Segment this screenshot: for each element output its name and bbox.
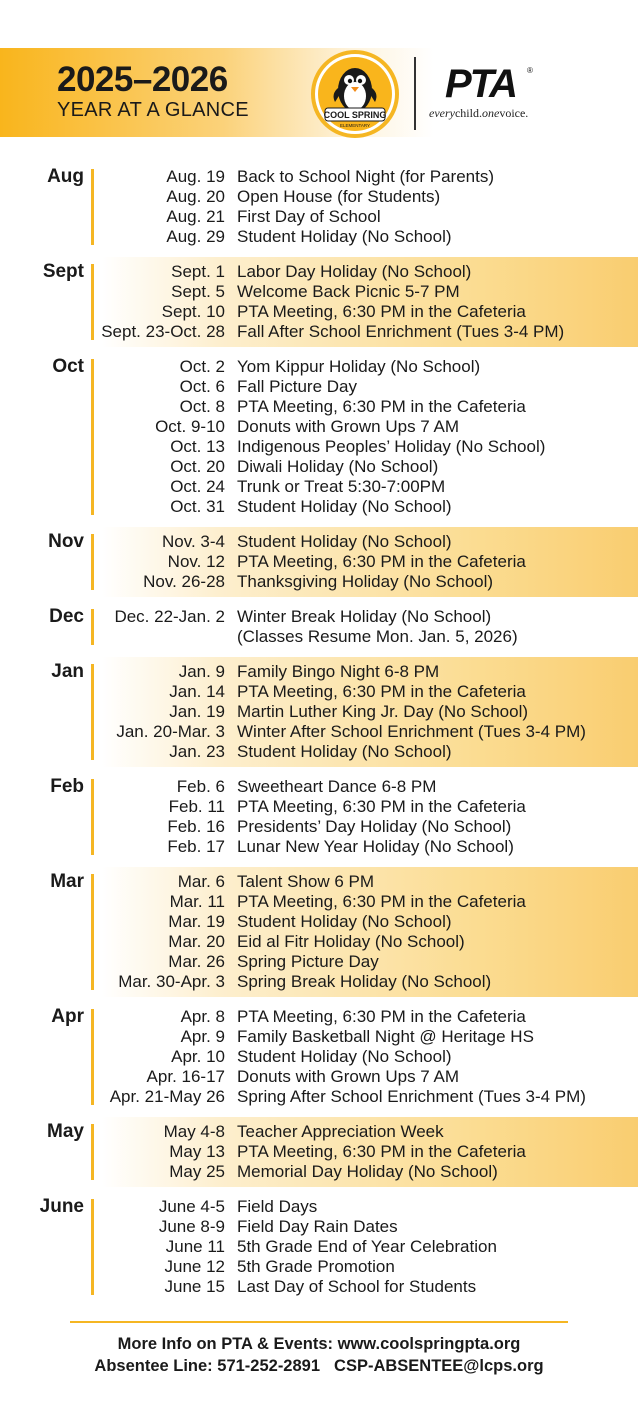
event-row bbox=[0, 1197, 638, 1217]
event-row bbox=[0, 532, 638, 552]
event-description: Last Day of School for Students bbox=[237, 1277, 477, 1296]
event-row bbox=[0, 572, 638, 592]
event-description: Teacher Appreciation Week bbox=[237, 1122, 444, 1141]
event-description: 5th Grade Promotion bbox=[237, 1257, 395, 1276]
event-date: Oct. 31 bbox=[170, 497, 225, 516]
event-description: Student Holiday (No School) bbox=[237, 912, 452, 931]
event-description: PTA Meeting, 6:30 PM in the Cafeteria bbox=[237, 892, 526, 911]
more-info-text: More Info on PTA & Events: www.coolspringpta.org bbox=[117, 1335, 521, 1353]
event-row bbox=[0, 1277, 638, 1297]
event-row bbox=[0, 742, 638, 762]
event-description: Yom Kippur Holiday (No School) bbox=[237, 357, 481, 376]
event-description: Fall Picture Day bbox=[237, 377, 357, 396]
event-date: May 13 bbox=[169, 1142, 225, 1161]
event-date: Aug. 21 bbox=[166, 207, 225, 226]
event-description: Spring Break Holiday (No School) bbox=[237, 972, 492, 991]
event-date: Oct. 13 bbox=[170, 437, 225, 456]
month-label: Dec bbox=[49, 606, 84, 627]
event-description: Family Bingo Night 6-8 PM bbox=[237, 662, 440, 681]
event-row bbox=[0, 912, 638, 932]
event-row bbox=[0, 357, 638, 377]
event-description: Student Holiday (No School) bbox=[237, 497, 452, 516]
month-label: Sept bbox=[42, 261, 84, 282]
month-label: June bbox=[39, 1196, 84, 1217]
event-description: PTA Meeting, 6:30 PM in the Cafeteria bbox=[237, 302, 526, 321]
event-date: Mar. 6 bbox=[177, 872, 225, 891]
event-date: Apr. 10 bbox=[171, 1047, 225, 1066]
event-date: June 15 bbox=[164, 1277, 225, 1296]
event-description: Sweetheart Dance 6-8 PM bbox=[237, 777, 437, 796]
event-date: Sept. 1 bbox=[171, 262, 225, 281]
event-date: Mar. 26 bbox=[168, 952, 225, 971]
event-description: PTA Meeting, 6:30 PM in the Cafeteria bbox=[237, 1142, 526, 1161]
month-label: Oct bbox=[52, 356, 84, 377]
event-row bbox=[0, 477, 638, 497]
event-row bbox=[0, 1257, 638, 1277]
event-row bbox=[0, 207, 638, 227]
absentee-phone: Absentee Line: 571-252-2891 bbox=[94, 1357, 321, 1375]
event-description: Talent Show 6 PM bbox=[237, 872, 375, 891]
event-row bbox=[0, 417, 638, 437]
event-date: Sept. 5 bbox=[171, 282, 225, 301]
school-logo-text: COOL SPRING bbox=[323, 110, 387, 120]
event-row bbox=[0, 302, 638, 322]
event-date: June 11 bbox=[165, 1237, 225, 1256]
event-row bbox=[0, 722, 638, 742]
pta-tagline: everychild.onevoice. bbox=[429, 106, 529, 120]
event-date: Aug. 20 bbox=[166, 187, 225, 206]
event-description: Open House (for Students) bbox=[237, 187, 441, 206]
event-date: May 25 bbox=[169, 1162, 225, 1181]
event-description: 5th Grade End of Year Celebration bbox=[237, 1237, 497, 1256]
event-description: Presidents’ Day Holiday (No School) bbox=[237, 817, 512, 836]
event-row bbox=[0, 377, 638, 397]
event-description: Winter Break Holiday (No School) bbox=[237, 607, 492, 626]
event-date: Oct. 24 bbox=[170, 477, 225, 496]
event-description: Martin Luther King Jr. Day (No School) bbox=[237, 702, 529, 721]
event-description: PTA Meeting, 6:30 PM in the Cafeteria bbox=[237, 797, 526, 816]
event-date: Sept. 10 bbox=[161, 302, 225, 321]
absentee-text bbox=[0, 1357, 638, 1376]
event-description: Student Holiday (No School) bbox=[237, 742, 452, 761]
month-label: Nov bbox=[48, 531, 84, 552]
event-description: Indigenous Peoples’ Holiday (No School) bbox=[237, 437, 546, 456]
event-date: Nov. 12 bbox=[167, 552, 225, 571]
event-date: Mar. 11 bbox=[169, 892, 225, 911]
month-label: Apr bbox=[51, 1006, 84, 1027]
event-description: Thanksgiving Holiday (No School) bbox=[237, 572, 494, 591]
event-row bbox=[0, 167, 638, 187]
event-description: Donuts with Grown Ups 7 AM bbox=[237, 417, 460, 436]
event-row bbox=[0, 682, 638, 702]
event-description: Back to School Night (for Parents) bbox=[237, 167, 495, 186]
event-row bbox=[0, 627, 638, 647]
event-date: Jan. 19 bbox=[169, 702, 225, 721]
event-date: Apr. 9 bbox=[180, 1027, 225, 1046]
event-date: June 12 bbox=[164, 1257, 225, 1276]
event-description: PTA Meeting, 6:30 PM in the Cafeteria bbox=[237, 682, 526, 701]
event-description: PTA Meeting, 6:30 PM in the Cafeteria bbox=[237, 397, 526, 416]
absentee-email: CSP-ABSENTEE@lcps.org bbox=[334, 1357, 544, 1375]
event-description: Family Basketball Night @ Heritage HS bbox=[237, 1027, 534, 1046]
event-row bbox=[0, 892, 638, 912]
event-description: Winter After School Enrichment (Tues 3-4 PM) bbox=[237, 722, 586, 741]
event-date: Aug. 19 bbox=[166, 167, 225, 186]
event-row bbox=[0, 702, 638, 722]
event-date: Feb. 17 bbox=[167, 837, 225, 856]
event-row bbox=[0, 972, 638, 992]
event-description: Spring After School Enrichment (Tues 3-4 PM) bbox=[237, 1087, 586, 1106]
event-row bbox=[0, 837, 638, 857]
event-row bbox=[0, 227, 638, 247]
pta-logo: PTA bbox=[445, 62, 517, 106]
event-date: June 8-9 bbox=[158, 1217, 225, 1236]
event-date: Apr. 21-May 26 bbox=[109, 1087, 225, 1106]
event-date: Mar. 19 bbox=[168, 912, 225, 931]
event-description: Donuts with Grown Ups 7 AM bbox=[237, 1067, 460, 1086]
event-row bbox=[0, 1142, 638, 1162]
event-row bbox=[0, 952, 638, 972]
event-date: Jan. 20-Mar. 3 bbox=[116, 722, 225, 741]
event-row bbox=[0, 1237, 638, 1257]
event-row bbox=[0, 1067, 638, 1087]
event-description: Field Day Rain Dates bbox=[237, 1217, 398, 1236]
event-row bbox=[0, 662, 638, 682]
event-description: Welcome Back Picnic 5-7 PM bbox=[237, 282, 460, 301]
event-description: Eid al Fitr Holiday (No School) bbox=[237, 932, 465, 951]
event-date: Oct. 9-10 bbox=[155, 417, 225, 436]
event-description: Trunk or Treat 5:30-7:00PM bbox=[237, 477, 446, 496]
event-date: Dec. 22-Jan. 2 bbox=[114, 607, 225, 626]
event-description: Lunar New Year Holiday (No School) bbox=[237, 837, 514, 856]
event-date: Jan. 9 bbox=[178, 662, 225, 681]
event-description: Labor Day Holiday (No School) bbox=[237, 262, 472, 281]
event-row bbox=[0, 262, 638, 282]
event-description: Spring Picture Day bbox=[237, 952, 379, 971]
event-row bbox=[0, 797, 638, 817]
event-row bbox=[0, 457, 638, 477]
event-date: Jan. 14 bbox=[169, 682, 225, 701]
event-date: Feb. 11 bbox=[168, 797, 225, 816]
month-label: Mar bbox=[50, 871, 84, 892]
event-date: Oct. 8 bbox=[179, 397, 225, 416]
event-row bbox=[0, 437, 638, 457]
month-label: Jan bbox=[51, 661, 84, 682]
event-date: Oct. 2 bbox=[179, 357, 225, 376]
event-description: Memorial Day Holiday (No School) bbox=[237, 1162, 498, 1181]
event-row bbox=[0, 817, 638, 837]
page-subtitle: YEAR AT A GLANCE bbox=[57, 99, 249, 121]
event-date: Apr. 16-17 bbox=[146, 1067, 225, 1086]
event-row bbox=[0, 607, 638, 627]
event-row bbox=[0, 282, 638, 302]
event-description: Student Holiday (No School) bbox=[237, 227, 452, 246]
event-row bbox=[0, 1027, 638, 1047]
event-date: Sept. 23-Oct. 28 bbox=[101, 322, 225, 341]
event-date: Aug. 29 bbox=[166, 227, 225, 246]
event-row bbox=[0, 187, 638, 207]
month-label: May bbox=[47, 1121, 84, 1142]
event-date: Feb. 6 bbox=[176, 777, 225, 796]
event-date: Oct. 20 bbox=[170, 457, 225, 476]
event-row bbox=[0, 397, 638, 417]
month-label: Aug bbox=[47, 166, 84, 187]
event-date: Oct. 6 bbox=[179, 377, 225, 396]
month-label: Feb bbox=[50, 776, 84, 797]
event-description: Field Days bbox=[237, 1197, 318, 1216]
event-date: Jan. 23 bbox=[169, 742, 225, 761]
event-date: June 4-5 bbox=[158, 1197, 225, 1216]
event-description: PTA Meeting, 6:30 PM in the Cafeteria bbox=[237, 1007, 526, 1026]
school-logo-subtext: ELEMENTARY bbox=[339, 123, 371, 128]
event-row bbox=[0, 1047, 638, 1067]
event-row bbox=[0, 1162, 638, 1182]
event-row bbox=[0, 872, 638, 892]
event-date: Mar. 30-Apr. 3 bbox=[118, 972, 225, 991]
event-row bbox=[0, 497, 638, 517]
event-description: Student Holiday (No School) bbox=[237, 1047, 452, 1066]
event-date: Apr. 8 bbox=[180, 1007, 225, 1026]
event-date: Nov. 26-28 bbox=[143, 572, 225, 591]
event-description: First Day of School bbox=[237, 207, 381, 226]
school-penguin-logo bbox=[311, 50, 399, 138]
event-row bbox=[0, 1217, 638, 1237]
event-row bbox=[0, 1007, 638, 1027]
header-divider bbox=[414, 57, 416, 130]
event-description: (Classes Resume Mon. Jan. 5, 2026) bbox=[237, 627, 518, 646]
event-row bbox=[0, 322, 638, 342]
event-description: Diwali Holiday (No School) bbox=[237, 457, 439, 476]
event-row bbox=[0, 777, 638, 797]
event-date: Nov. 3-4 bbox=[162, 532, 225, 551]
event-description: Student Holiday (No School) bbox=[237, 532, 452, 551]
event-description: PTA Meeting, 6:30 PM in the Cafeteria bbox=[237, 552, 526, 571]
event-row bbox=[0, 932, 638, 952]
page-title: 2025–2026 bbox=[57, 60, 228, 99]
event-row bbox=[0, 1122, 638, 1142]
event-date: May 4-8 bbox=[163, 1122, 225, 1141]
event-description: Fall After School Enrichment (Tues 3-4 PM) bbox=[237, 322, 565, 341]
pta-trademark: ® bbox=[527, 66, 533, 75]
event-row bbox=[0, 1087, 638, 1107]
footer-divider bbox=[70, 1321, 568, 1323]
event-row bbox=[0, 552, 638, 572]
event-date: Feb. 16 bbox=[167, 817, 225, 836]
event-date: Mar. 20 bbox=[168, 932, 225, 951]
